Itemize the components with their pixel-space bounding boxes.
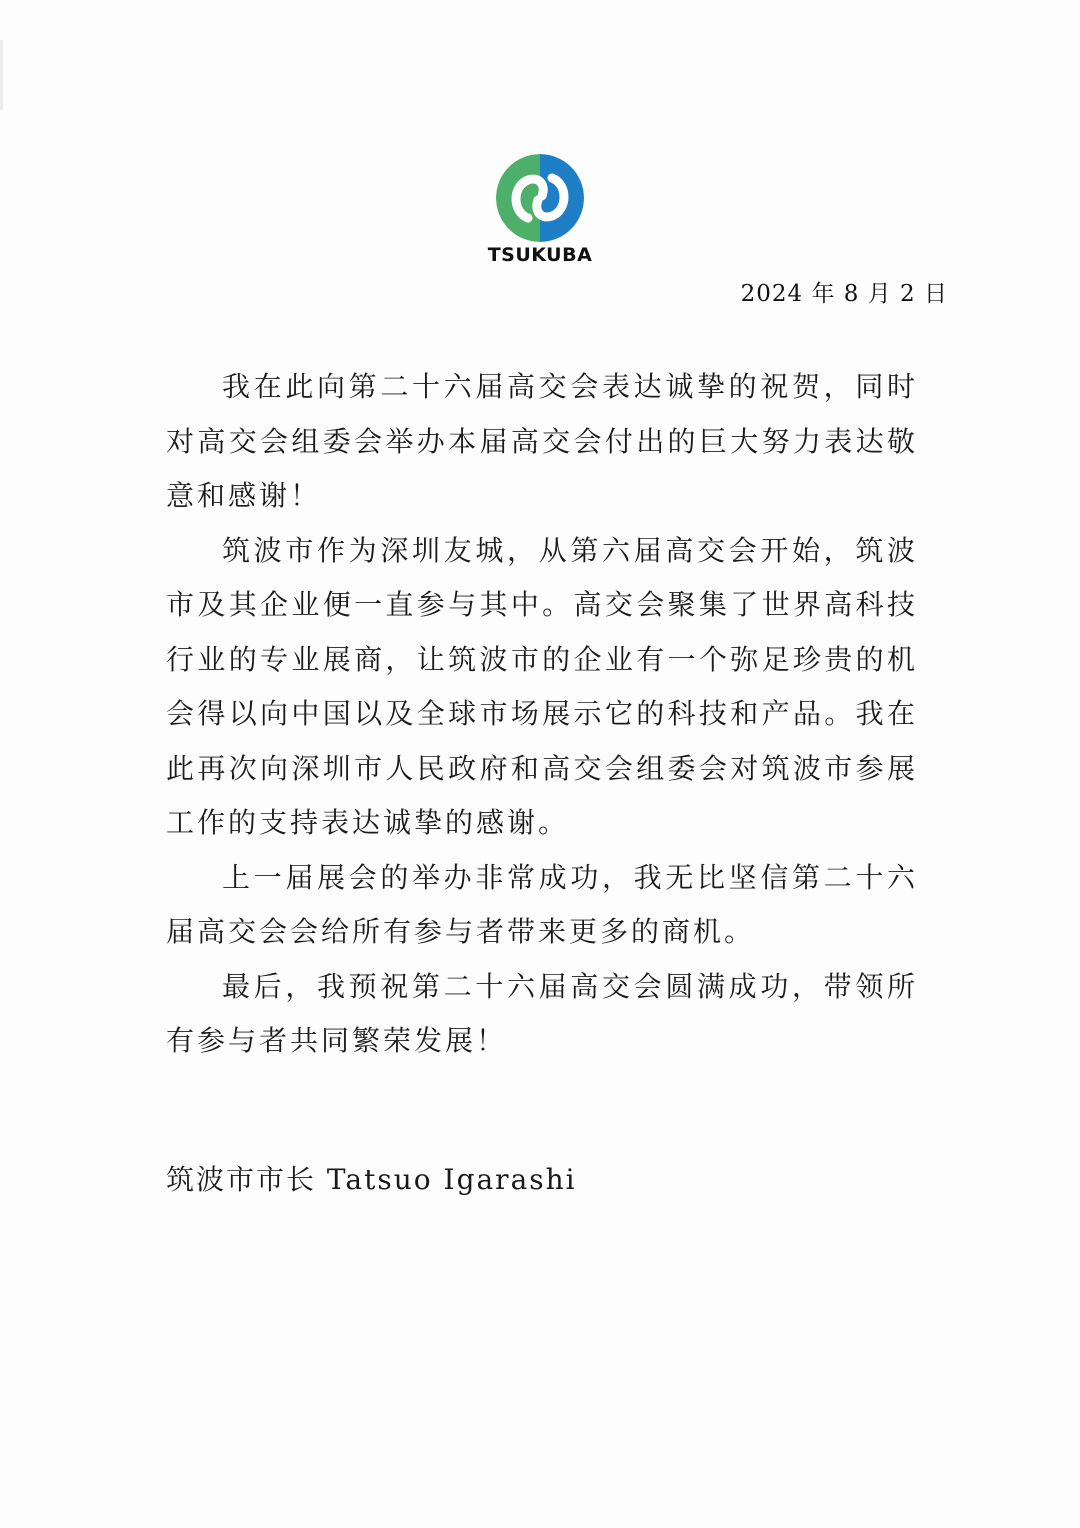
signature-line: 筑波市市长 Tatsuo Igarashi	[166, 1163, 577, 1196]
logo-wordmark: TSUKUBA	[487, 244, 593, 266]
tsukuba-emblem-icon	[482, 152, 598, 244]
paragraph-closing-wish: 最后，我预祝第二十六届高交会圆满成功，带领所有参与者共同繁荣发展！	[166, 969, 918, 1057]
paragraph-congratulations: 我在此向第二十六届高交会表达诚挚的祝贺，同时对高交会组委会举办本届高交会付出的巨大努力表达敬意和感谢！	[166, 370, 918, 512]
tsukuba-logo	[482, 152, 598, 270]
paragraph-friendship: 筑波市作为深圳友城，从第六届高交会开始，筑波市及其企业便一直参与其中。高交会聚集了世界高科技行业的专业展商，让筑波市的企业有一个弥足珍贵的机会得以向中国以及全球市场展示它的科技和产品。我在此再次向深圳市人民政府和高交会组委会对筑波市参展工作的支持表达诚挚的感谢。	[166, 533, 918, 839]
scan-edge-mark	[0, 40, 3, 110]
letter-date: 2024 年 8 月 2 日	[740, 281, 948, 307]
letter-body	[166, 360, 918, 1069]
paragraph-previous-success: 上一届展会的举办非常成功，我无比坚信第二十六届高交会会给所有参与者带来更多的商机。	[166, 860, 918, 948]
